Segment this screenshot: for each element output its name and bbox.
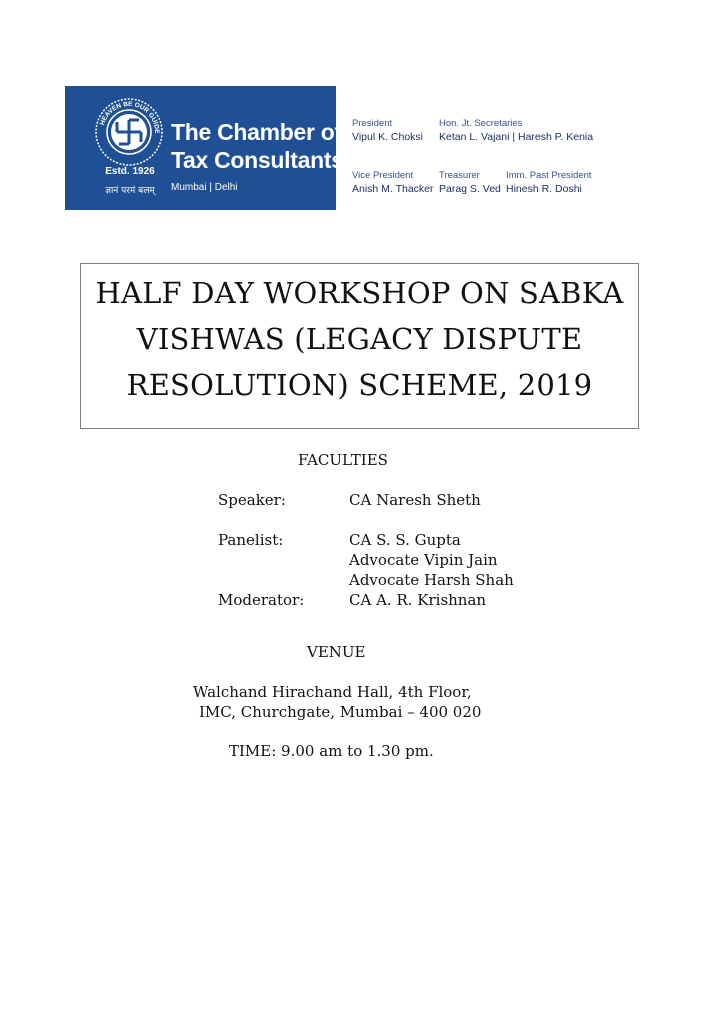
officer-name: Vipul K. Choksi [352, 131, 424, 143]
officer-role: Hon. Jt. Secretaries [439, 118, 523, 129]
title-line: VISHWAS (LEGACY DISPUTE [136, 322, 583, 356]
officer-role: Treasurer [439, 170, 480, 181]
letterhead [65, 86, 594, 210]
officer-role: President [352, 118, 393, 129]
venue-heading: VENUE [307, 643, 366, 661]
officer-role: Imm. Past President [506, 170, 592, 181]
panelist-name: Advocate Harsh Shah [349, 571, 514, 589]
emblem-ring-text: HEAVEN BE OUR GUIDE [98, 100, 161, 134]
organization-cities: Mumbai | Delhi [171, 182, 238, 193]
title-line: HALF DAY WORKSHOP ON SABKA [95, 276, 624, 310]
officer-vice-president [352, 170, 434, 196]
officers-list [352, 118, 592, 208]
venue-address-line2: IMC, Churchgate, Mumbai – 400 020 [199, 703, 482, 721]
speaker-label: Speaker: [218, 491, 286, 509]
officer-name: Ketan L. Vajani | Haresh P. Kenia [439, 131, 594, 143]
workshop-title [81, 270, 638, 408]
venue-address-line1: Walchand Hirachand Hall, 4th Floor, [193, 683, 472, 701]
moderator-name: CA A. R. Krishnan [349, 591, 487, 609]
panelist-name: Advocate Vipin Jain [349, 551, 498, 569]
organization-name [171, 118, 344, 174]
officer-jt-secretaries [439, 118, 593, 144]
workshop-title-box [80, 263, 639, 429]
chamber-emblem-icon [93, 96, 165, 168]
motto: ज्ञानं परमं बलम् [105, 186, 155, 196]
panelist-name: CA S. S. Gupta [349, 531, 461, 549]
officer-role: Vice President [352, 170, 414, 181]
faculties-heading: FACULTIES [298, 451, 388, 469]
officer-name: Hinesh R. Doshi [506, 183, 582, 195]
officer-name: Parag S. Ved [439, 183, 501, 195]
officer-treasurer [439, 170, 501, 196]
moderator-label: Moderator: [218, 591, 305, 609]
letterhead-banner [65, 86, 344, 210]
organization-name-line1: The Chamber of [171, 119, 342, 145]
organization-name-line2: Tax Consultants [171, 147, 344, 173]
officer-president [352, 118, 423, 144]
speaker-name: CA Naresh Sheth [349, 491, 481, 509]
panelist-label: Panelist: [218, 531, 284, 549]
officer-past-president [506, 170, 592, 196]
workshop-time: TIME: 9.00 am to 1.30 pm. [229, 742, 434, 760]
title-line: RESOLUTION) SCHEME, 2019 [126, 368, 593, 402]
established-year: Estd. 1926 [105, 166, 155, 177]
officer-name: Anish M. Thacker [352, 183, 434, 195]
